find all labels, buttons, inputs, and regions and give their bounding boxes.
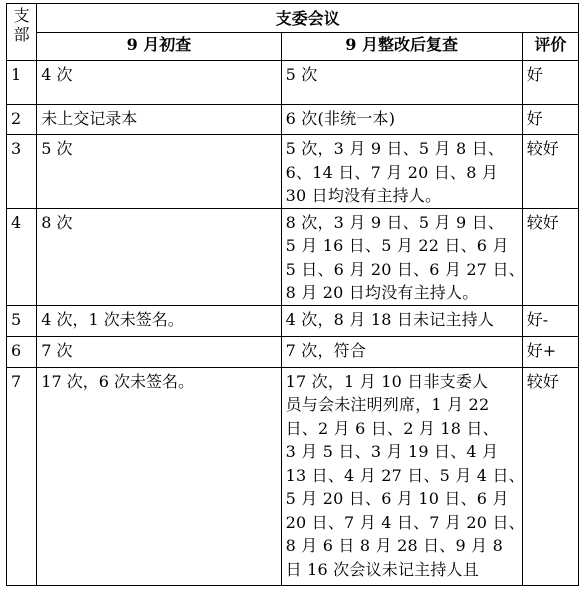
cell-line: 7 次，符合: [285, 340, 367, 360]
rating-cell: 较好: [522, 367, 578, 585]
rating-cell: 好-: [522, 305, 578, 336]
cell-line: 5 月 16 日、5 月 22 日、6 月: [285, 236, 509, 255]
table-row: [7, 105, 579, 135]
sep-check-cell: [37, 61, 281, 105]
table-row: [7, 135, 579, 209]
rating-cell: 好+: [522, 336, 578, 367]
branch-header-line-1: 支: [13, 6, 30, 25]
cell-line: 未上交记录本: [41, 109, 138, 128]
row-number: 3: [7, 135, 37, 209]
cell-line: 20 日、7 月 4 日、7 月 20 日、: [285, 512, 525, 532]
rev-check-cell: [281, 135, 522, 209]
row-number: 2: [7, 105, 37, 135]
cell-line: 6 次(非统一本): [285, 109, 396, 128]
rating-cell: 较好: [522, 208, 578, 305]
cell-line: 8 次，3 月 9 日、5 月 9 日、: [285, 212, 505, 232]
cell-line: 日 16 次会议未记主持人且: [285, 559, 479, 579]
rev-check-cell: [281, 105, 522, 135]
inspection-table-container: [6, 3, 579, 593]
table-row: [7, 305, 579, 336]
sep-check-header: 9 月初查: [37, 33, 281, 61]
cell-line: 5 次: [41, 139, 73, 158]
sep-check-cell: [37, 208, 281, 305]
branch-header-line-2: 部: [13, 25, 30, 44]
rev-check-cell: [281, 208, 525, 305]
cell-line: 5 次: [285, 65, 318, 84]
table-row: [7, 61, 579, 105]
rev-check-cell: [281, 336, 522, 367]
cell-line: 日、2 月 6 日、2 月 18 日、: [285, 418, 499, 438]
cell-line: 8 月 6 日 8 月 28 日、9 月 8: [285, 536, 504, 555]
cell-line: 4 次: [41, 65, 73, 84]
rev-check-cell: [281, 61, 522, 105]
cell-line: 5 日、6 月 20 日、6 月 27 日、: [285, 259, 525, 279]
row-number: 7: [7, 367, 37, 585]
row-number: 4: [7, 208, 37, 305]
cell-line: 3 月 5 日、3 月 19 日、4 月: [285, 442, 499, 461]
cell-line: 6、14 日、7 月 20 日、8 月: [285, 162, 499, 182]
table-row: [7, 208, 579, 305]
row-number: 5: [7, 305, 37, 336]
cell-line: 17 次，1 月 10 日非支委人: [285, 371, 489, 391]
cell-line: 5 月 20 日、6 月 10 日、6 月: [285, 489, 509, 508]
sep-check-cell: [37, 367, 281, 585]
cell-line: 17 次，6 次未签名。: [41, 371, 194, 391]
cell-line: 30 日均没有主持人。: [285, 186, 442, 205]
meeting-title-header: 支委会议: [37, 4, 579, 33]
cell-line: 4 次，1 次未签名。: [41, 309, 184, 329]
cell-line: 员与会未注明列席，1 月 22: [285, 395, 490, 414]
row-number: 1: [7, 61, 37, 105]
cell-line: 13 日、4 月 27 日、5 月 4 日、: [285, 465, 525, 485]
cell-line: 8 次: [41, 212, 73, 232]
inspection-table: [6, 3, 579, 586]
row-number: 6: [7, 336, 37, 367]
sep-check-cell: [37, 336, 281, 367]
cell-line: 7 次: [41, 340, 73, 360]
table-row: [7, 336, 579, 367]
rating-cell: 好: [522, 61, 578, 105]
rev-check-header: 9 月整改后复查: [281, 33, 522, 61]
cell-line: 5 次，3 月 9 日、5 月 8 日、: [285, 139, 505, 158]
sep-check-cell: [37, 105, 281, 135]
rating-cell: 较好: [522, 135, 578, 209]
branch-header: [7, 4, 37, 61]
sep-check-cell: [37, 305, 281, 336]
header-row-2: [7, 33, 579, 61]
rev-check-cell: [281, 305, 522, 336]
cell-line: 4 次，8 月 18 日未记主持人: [285, 309, 495, 329]
sep-check-cell: [37, 135, 281, 209]
table-row: [7, 367, 579, 585]
rating-cell: 好: [522, 105, 578, 135]
header-row-1: [7, 4, 579, 33]
cell-line: 8 月 20 日均没有主持人。: [285, 283, 479, 302]
rev-check-cell: [281, 367, 525, 585]
rating-header: 评价: [522, 33, 578, 61]
